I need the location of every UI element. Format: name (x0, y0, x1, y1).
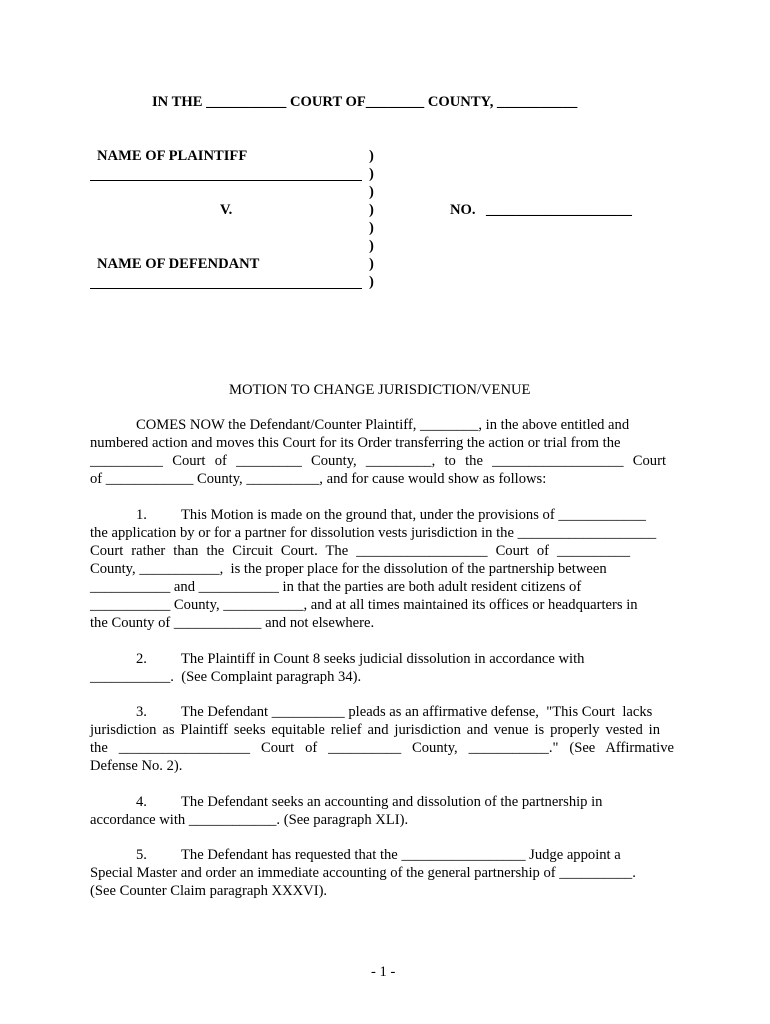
paragraph-line: County, ___________, is the proper place for the dissolution of the partnership between (90, 561, 607, 577)
defendant-name-line (90, 288, 362, 289)
paragraph-line: The Defendant has requested that the _________________ Judge appoint a (181, 847, 621, 863)
intro-line: __________ Court of _________ County, _________, to the __________________ Court (90, 453, 666, 469)
paragraph-line: the __________________ Court of __________ County, ___________." (See Affirmative (90, 740, 674, 756)
paragraph-line: Court rather than the Circuit Court. The __________________ Court of __________ (90, 543, 630, 559)
paragraph-number: 4. (136, 794, 147, 810)
paragraph-number: 1. (136, 507, 147, 523)
caption-paren: ) (369, 256, 374, 272)
caption-paren: ) (369, 148, 374, 164)
plaintiff-name-line (90, 180, 362, 181)
intro-line: COMES NOW the Defendant/Counter Plaintiff, ________, in the above entitled and (136, 417, 630, 433)
caption-paren: ) (369, 238, 374, 254)
document-title: MOTION TO CHANGE JURISDICTION/VENUE (229, 382, 531, 398)
caption-paren: ) (369, 202, 374, 218)
paragraph-line: The Plaintiff in Count 8 seeks judicial dissolution in accordance with (181, 651, 585, 667)
paragraph-line: The Defendant seeks an accounting and dissolution of the partnership in (181, 794, 603, 810)
paragraph-line: This Motion is made on the ground that, under the provisions of ____________ (181, 507, 646, 523)
paragraph-line: ___________ and ___________ in that the parties are both adult resident citizens of (90, 579, 582, 595)
caption-paren: ) (369, 184, 374, 200)
case-number-label: NO. (450, 202, 476, 218)
paragraph-line: ___________. (See Complaint paragraph 34). (90, 669, 362, 685)
paragraph-line: the application by or for a partner for dissolution vests jurisdiction in the ___________________ (90, 525, 657, 541)
court-heading: IN THE ___________ COURT OF________ COUNTY, ___________ (152, 94, 578, 110)
paragraph-line: Defense No. 2). (90, 758, 183, 774)
paragraph-number: 2. (136, 651, 147, 667)
paragraph-line: ___________ County, ___________, and at all times maintained its offices or headquarters in (90, 597, 638, 613)
defendant-label: NAME OF DEFENDANT (97, 256, 260, 272)
paragraph-number: 5. (136, 847, 147, 863)
paragraph-line: Special Master and order an immediate accounting of the general partnership of __________. (90, 865, 636, 881)
paragraph-line: accordance with ____________. (See paragraph XLI). (90, 812, 409, 828)
paragraph-line: (See Counter Claim paragraph XXXVI). (90, 883, 328, 899)
caption-paren: ) (369, 220, 374, 236)
paragraph-line: the County of ____________ and not elsewhere. (90, 615, 375, 631)
paragraph-line: jurisdiction as Plaintiff seeks equitable relief and jurisdiction and venue is properly vested in (90, 722, 660, 738)
versus-label: V. (220, 202, 233, 218)
intro-line: of ____________ County, __________, and for cause would show as follows: (90, 471, 547, 487)
paragraph-number: 3. (136, 704, 147, 720)
paragraph-line: The Defendant __________ pleads as an affirmative defense, "This Court lacks (181, 704, 653, 720)
plaintiff-label: NAME OF PLAINTIFF (97, 148, 248, 164)
page-number: - 1 - (371, 964, 396, 980)
case-number-blank: ____________________ (486, 202, 632, 218)
caption-paren: ) (369, 166, 374, 182)
caption-paren: ) (369, 274, 374, 290)
intro-line: numbered action and moves this Court for its Order transferring the action or trial from the (90, 435, 621, 451)
